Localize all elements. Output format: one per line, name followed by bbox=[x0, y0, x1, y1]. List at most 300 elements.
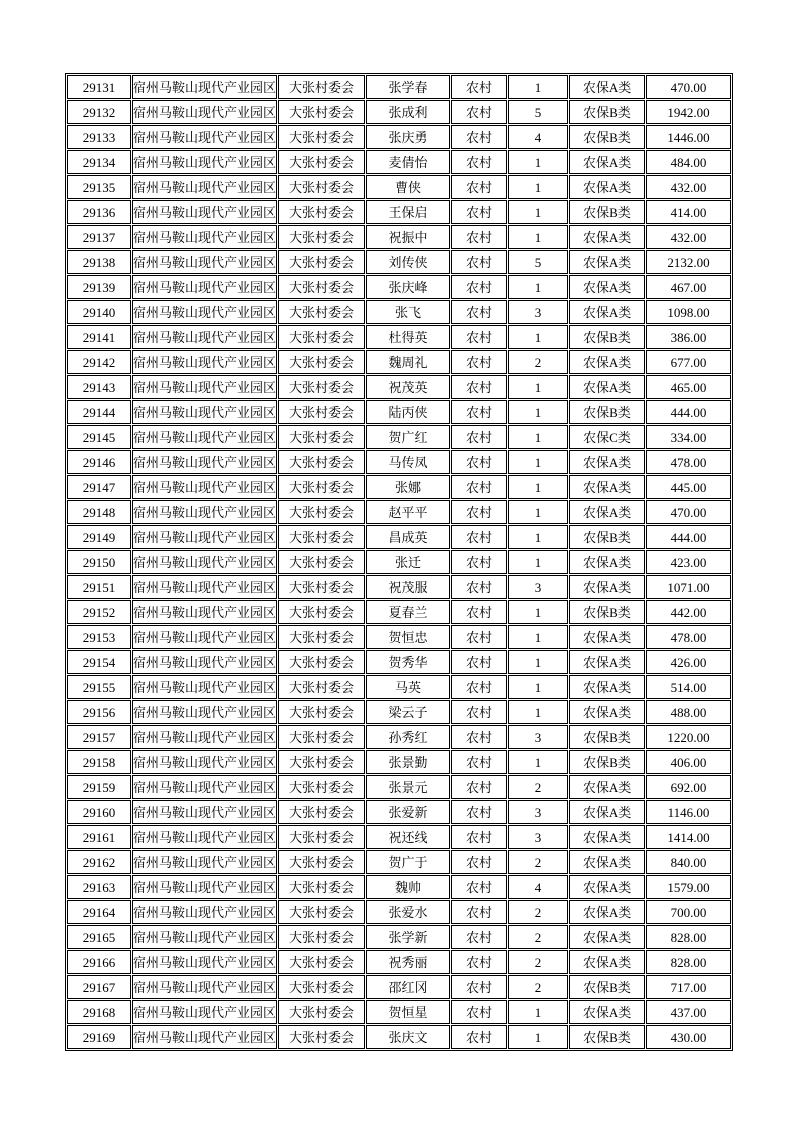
cell-org-name bbox=[132, 650, 277, 674]
cell-insurance-category: 农保B类 bbox=[569, 100, 645, 124]
org-name-text: 宿州马鞍山现代产业园区 bbox=[133, 504, 277, 520]
cell-record-id: 29140 bbox=[67, 300, 131, 324]
table-row bbox=[67, 675, 731, 699]
table-body bbox=[67, 75, 731, 1049]
cell-village-committee: 大张村委会 bbox=[278, 425, 365, 449]
cell-village-committee: 大张村委会 bbox=[278, 975, 365, 999]
cell-village-committee: 大张村委会 bbox=[278, 800, 365, 824]
cell-person-count: 2 bbox=[508, 900, 568, 924]
cell-record-id: 29159 bbox=[67, 775, 131, 799]
cell-amount: 470.00 bbox=[646, 500, 731, 524]
cell-org-name bbox=[132, 500, 277, 524]
cell-person-count: 2 bbox=[508, 350, 568, 374]
org-name-clip bbox=[133, 651, 276, 673]
cell-org-name bbox=[132, 150, 277, 174]
cell-org-name bbox=[132, 200, 277, 224]
cell-village-committee: 大张村委会 bbox=[278, 600, 365, 624]
cell-residence-type: 农村 bbox=[451, 225, 507, 249]
cell-record-id: 29144 bbox=[67, 400, 131, 424]
cell-village-committee: 大张村委会 bbox=[278, 775, 365, 799]
cell-record-id: 29155 bbox=[67, 675, 131, 699]
cell-village-committee: 大张村委会 bbox=[278, 150, 365, 174]
cell-person-count: 1 bbox=[508, 325, 568, 349]
cell-record-id: 29141 bbox=[67, 325, 131, 349]
cell-record-id: 29135 bbox=[67, 175, 131, 199]
org-name-clip bbox=[133, 551, 276, 573]
cell-residence-type: 农村 bbox=[451, 100, 507, 124]
cell-person-name: 马传凤 bbox=[366, 450, 450, 474]
cell-org-name bbox=[132, 125, 277, 149]
cell-residence-type: 农村 bbox=[451, 875, 507, 899]
cell-org-name bbox=[132, 175, 277, 199]
table-row bbox=[67, 800, 731, 824]
cell-person-name: 贺恒星 bbox=[366, 1000, 450, 1024]
cell-person-name: 杜得英 bbox=[366, 325, 450, 349]
cell-org-name bbox=[132, 475, 277, 499]
table-row bbox=[67, 875, 731, 899]
table-row bbox=[67, 150, 731, 174]
cell-org-name bbox=[132, 775, 277, 799]
cell-person-count: 1 bbox=[508, 500, 568, 524]
table-row bbox=[67, 950, 731, 974]
org-name-text: 宿州马鞍山现代产业园区 bbox=[133, 529, 277, 545]
cell-org-name bbox=[132, 850, 277, 874]
org-name-clip bbox=[133, 751, 276, 773]
cell-person-name: 王保启 bbox=[366, 200, 450, 224]
org-name-clip bbox=[133, 126, 276, 148]
cell-insurance-category: 农保A类 bbox=[569, 625, 645, 649]
table-row bbox=[67, 1025, 731, 1049]
org-name-text: 宿州马鞍山现代产业园区 bbox=[133, 154, 277, 170]
cell-amount: 465.00 bbox=[646, 375, 731, 399]
cell-person-count: 1 bbox=[508, 150, 568, 174]
cell-insurance-category: 农保A类 bbox=[569, 675, 645, 699]
table-row bbox=[67, 550, 731, 574]
org-name-text: 宿州马鞍山现代产业园区 bbox=[133, 854, 277, 870]
cell-record-id: 29146 bbox=[67, 450, 131, 474]
org-name-clip bbox=[133, 576, 276, 598]
table-row bbox=[67, 700, 731, 724]
cell-residence-type: 农村 bbox=[451, 850, 507, 874]
cell-amount: 430.00 bbox=[646, 1025, 731, 1049]
cell-village-committee: 大张村委会 bbox=[278, 550, 365, 574]
cell-insurance-category: 农保B类 bbox=[569, 325, 645, 349]
cell-org-name bbox=[132, 600, 277, 624]
cell-org-name bbox=[132, 1000, 277, 1024]
table-row bbox=[67, 325, 731, 349]
table-row bbox=[67, 975, 731, 999]
cell-org-name bbox=[132, 925, 277, 949]
org-name-clip bbox=[133, 701, 276, 723]
cell-amount: 1098.00 bbox=[646, 300, 731, 324]
org-name-clip bbox=[133, 451, 276, 473]
cell-residence-type: 农村 bbox=[451, 300, 507, 324]
cell-record-id: 29156 bbox=[67, 700, 131, 724]
cell-person-name: 祝秀丽 bbox=[366, 950, 450, 974]
cell-village-committee: 大张村委会 bbox=[278, 325, 365, 349]
cell-person-name: 张学春 bbox=[366, 75, 450, 99]
cell-record-id: 29143 bbox=[67, 375, 131, 399]
cell-village-committee: 大张村委会 bbox=[278, 1000, 365, 1024]
cell-record-id: 29154 bbox=[67, 650, 131, 674]
org-name-text: 宿州马鞍山现代产业园区 bbox=[133, 229, 277, 245]
org-name-text: 宿州马鞍山现代产业园区 bbox=[133, 204, 277, 220]
table-row bbox=[67, 725, 731, 749]
cell-residence-type: 农村 bbox=[451, 900, 507, 924]
cell-record-id: 29138 bbox=[67, 250, 131, 274]
cell-residence-type: 农村 bbox=[451, 125, 507, 149]
cell-amount: 1579.00 bbox=[646, 875, 731, 899]
cell-person-count: 1 bbox=[508, 750, 568, 774]
cell-org-name bbox=[132, 425, 277, 449]
cell-person-name: 贺秀华 bbox=[366, 650, 450, 674]
cell-residence-type: 农村 bbox=[451, 550, 507, 574]
cell-amount: 432.00 bbox=[646, 225, 731, 249]
cell-residence-type: 农村 bbox=[451, 1000, 507, 1024]
cell-person-name: 贺恒忠 bbox=[366, 625, 450, 649]
cell-amount: 414.00 bbox=[646, 200, 731, 224]
table-row bbox=[67, 825, 731, 849]
org-name-clip bbox=[133, 951, 276, 973]
cell-amount: 2132.00 bbox=[646, 250, 731, 274]
cell-residence-type: 农村 bbox=[451, 375, 507, 399]
cell-record-id: 29160 bbox=[67, 800, 131, 824]
cell-residence-type: 农村 bbox=[451, 350, 507, 374]
table-row bbox=[67, 650, 731, 674]
cell-record-id: 29161 bbox=[67, 825, 131, 849]
cell-residence-type: 农村 bbox=[451, 500, 507, 524]
cell-residence-type: 农村 bbox=[451, 175, 507, 199]
org-name-text: 宿州马鞍山现代产业园区 bbox=[133, 679, 277, 695]
cell-person-count: 1 bbox=[508, 75, 568, 99]
org-name-text: 宿州马鞍山现代产业园区 bbox=[133, 604, 277, 620]
org-name-clip bbox=[133, 901, 276, 923]
cell-residence-type: 农村 bbox=[451, 675, 507, 699]
table-row bbox=[67, 850, 731, 874]
table-row bbox=[67, 75, 731, 99]
cell-record-id: 29134 bbox=[67, 150, 131, 174]
cell-record-id: 29132 bbox=[67, 100, 131, 124]
cell-village-committee: 大张村委会 bbox=[278, 575, 365, 599]
cell-org-name bbox=[132, 75, 277, 99]
org-name-clip bbox=[133, 776, 276, 798]
org-name-text: 宿州马鞍山现代产业园区 bbox=[133, 79, 277, 95]
cell-record-id: 29142 bbox=[67, 350, 131, 374]
cell-person-count: 1 bbox=[508, 225, 568, 249]
cell-village-committee: 大张村委会 bbox=[278, 850, 365, 874]
cell-person-count: 5 bbox=[508, 100, 568, 124]
cell-amount: 717.00 bbox=[646, 975, 731, 999]
cell-amount: 478.00 bbox=[646, 625, 731, 649]
cell-residence-type: 农村 bbox=[451, 600, 507, 624]
cell-org-name bbox=[132, 875, 277, 899]
cell-person-count: 1 bbox=[508, 425, 568, 449]
table-row bbox=[67, 500, 731, 524]
table-row bbox=[67, 250, 731, 274]
cell-village-committee: 大张村委会 bbox=[278, 300, 365, 324]
org-name-clip bbox=[133, 926, 276, 948]
org-name-clip bbox=[133, 101, 276, 123]
org-name-text: 宿州马鞍山现代产业园区 bbox=[133, 404, 277, 420]
org-name-clip bbox=[133, 526, 276, 548]
cell-village-committee: 大张村委会 bbox=[278, 650, 365, 674]
cell-org-name bbox=[132, 325, 277, 349]
cell-person-name: 张庆勇 bbox=[366, 125, 450, 149]
cell-person-count: 3 bbox=[508, 800, 568, 824]
cell-person-name: 夏春兰 bbox=[366, 600, 450, 624]
cell-record-id: 29139 bbox=[67, 275, 131, 299]
cell-person-count: 3 bbox=[508, 825, 568, 849]
cell-org-name bbox=[132, 375, 277, 399]
cell-village-committee: 大张村委会 bbox=[278, 700, 365, 724]
cell-residence-type: 农村 bbox=[451, 825, 507, 849]
org-name-clip bbox=[133, 351, 276, 373]
cell-amount: 386.00 bbox=[646, 325, 731, 349]
cell-insurance-category: 农保B类 bbox=[569, 750, 645, 774]
cell-person-count: 2 bbox=[508, 775, 568, 799]
cell-org-name bbox=[132, 975, 277, 999]
org-name-clip bbox=[133, 601, 276, 623]
cell-amount: 514.00 bbox=[646, 675, 731, 699]
org-name-clip bbox=[133, 676, 276, 698]
cell-amount: 467.00 bbox=[646, 275, 731, 299]
cell-amount: 1446.00 bbox=[646, 125, 731, 149]
cell-amount: 444.00 bbox=[646, 525, 731, 549]
cell-village-committee: 大张村委会 bbox=[278, 100, 365, 124]
org-name-text: 宿州马鞍山现代产业园区 bbox=[133, 129, 277, 145]
cell-person-count: 1 bbox=[508, 650, 568, 674]
table-row bbox=[67, 275, 731, 299]
cell-org-name bbox=[132, 800, 277, 824]
cell-person-name: 赵平平 bbox=[366, 500, 450, 524]
cell-org-name bbox=[132, 700, 277, 724]
org-name-text: 宿州马鞍山现代产业园区 bbox=[133, 304, 277, 320]
cell-org-name bbox=[132, 400, 277, 424]
cell-amount: 677.00 bbox=[646, 350, 731, 374]
cell-org-name bbox=[132, 900, 277, 924]
org-name-clip bbox=[133, 426, 276, 448]
cell-amount: 445.00 bbox=[646, 475, 731, 499]
table-row bbox=[67, 200, 731, 224]
cell-amount: 437.00 bbox=[646, 1000, 731, 1024]
cell-village-committee: 大张村委会 bbox=[278, 925, 365, 949]
table-row bbox=[67, 525, 731, 549]
cell-person-count: 1 bbox=[508, 675, 568, 699]
org-name-text: 宿州马鞍山现代产业园区 bbox=[133, 479, 277, 495]
cell-person-name: 麦倩怡 bbox=[366, 150, 450, 174]
org-name-text: 宿州马鞍山现代产业园区 bbox=[133, 879, 277, 895]
cell-person-count: 3 bbox=[508, 725, 568, 749]
cell-insurance-category: 农保B类 bbox=[569, 125, 645, 149]
cell-village-committee: 大张村委会 bbox=[278, 1025, 365, 1049]
org-name-text: 宿州马鞍山现代产业园区 bbox=[133, 804, 277, 820]
org-name-text: 宿州马鞍山现代产业园区 bbox=[133, 654, 277, 670]
cell-village-committee: 大张村委会 bbox=[278, 400, 365, 424]
cell-person-name: 魏周礼 bbox=[366, 350, 450, 374]
cell-residence-type: 农村 bbox=[451, 75, 507, 99]
org-name-text: 宿州马鞍山现代产业园区 bbox=[133, 829, 277, 845]
org-name-text: 宿州马鞍山现代产业园区 bbox=[133, 779, 277, 795]
cell-residence-type: 农村 bbox=[451, 575, 507, 599]
cell-insurance-category: 农保A类 bbox=[569, 875, 645, 899]
table-row bbox=[67, 750, 731, 774]
cell-person-count: 1 bbox=[508, 600, 568, 624]
org-name-text: 宿州马鞍山现代产业园区 bbox=[133, 704, 277, 720]
cell-amount: 488.00 bbox=[646, 700, 731, 724]
cell-record-id: 29163 bbox=[67, 875, 131, 899]
org-name-text: 宿州马鞍山现代产业园区 bbox=[133, 979, 277, 995]
cell-amount: 432.00 bbox=[646, 175, 731, 199]
cell-person-count: 1 bbox=[508, 550, 568, 574]
cell-village-committee: 大张村委会 bbox=[278, 625, 365, 649]
document-table-container bbox=[65, 73, 733, 1051]
cell-person-name: 魏帅 bbox=[366, 875, 450, 899]
cell-record-id: 29157 bbox=[67, 725, 131, 749]
cell-person-name: 张学新 bbox=[366, 925, 450, 949]
cell-person-count: 1 bbox=[508, 475, 568, 499]
cell-insurance-category: 农保B类 bbox=[569, 975, 645, 999]
cell-amount: 484.00 bbox=[646, 150, 731, 174]
cell-amount: 828.00 bbox=[646, 925, 731, 949]
cell-insurance-category: 农保A类 bbox=[569, 300, 645, 324]
cell-insurance-category: 农保A类 bbox=[569, 275, 645, 299]
table-row bbox=[67, 300, 731, 324]
cell-village-committee: 大张村委会 bbox=[278, 75, 365, 99]
cell-amount: 442.00 bbox=[646, 600, 731, 624]
org-name-clip bbox=[133, 1026, 276, 1048]
cell-record-id: 29164 bbox=[67, 900, 131, 924]
cell-village-committee: 大张村委会 bbox=[278, 200, 365, 224]
cell-person-count: 3 bbox=[508, 300, 568, 324]
org-name-clip bbox=[133, 476, 276, 498]
cell-insurance-category: 农保A类 bbox=[569, 75, 645, 99]
cell-amount: 1414.00 bbox=[646, 825, 731, 849]
cell-amount: 334.00 bbox=[646, 425, 731, 449]
org-name-clip bbox=[133, 151, 276, 173]
cell-person-count: 1 bbox=[508, 375, 568, 399]
cell-village-committee: 大张村委会 bbox=[278, 525, 365, 549]
table-row bbox=[67, 175, 731, 199]
cell-org-name bbox=[132, 825, 277, 849]
cell-record-id: 29147 bbox=[67, 475, 131, 499]
cell-residence-type: 农村 bbox=[451, 325, 507, 349]
cell-person-name: 孙秀红 bbox=[366, 725, 450, 749]
cell-org-name bbox=[132, 950, 277, 974]
cell-insurance-category: 农保A类 bbox=[569, 375, 645, 399]
org-name-clip bbox=[133, 801, 276, 823]
cell-person-name: 曹侠 bbox=[366, 175, 450, 199]
cell-insurance-category: 农保A类 bbox=[569, 250, 645, 274]
org-name-text: 宿州马鞍山现代产业园区 bbox=[133, 754, 277, 770]
org-name-clip bbox=[133, 726, 276, 748]
cell-person-name: 梁云子 bbox=[366, 700, 450, 724]
cell-insurance-category: 农保A类 bbox=[569, 550, 645, 574]
cell-residence-type: 农村 bbox=[451, 400, 507, 424]
cell-amount: 692.00 bbox=[646, 775, 731, 799]
cell-record-id: 29149 bbox=[67, 525, 131, 549]
table-row bbox=[67, 900, 731, 924]
cell-record-id: 29169 bbox=[67, 1025, 131, 1049]
cell-org-name bbox=[132, 225, 277, 249]
cell-amount: 1220.00 bbox=[646, 725, 731, 749]
org-name-clip bbox=[133, 1001, 276, 1023]
cell-amount: 1146.00 bbox=[646, 800, 731, 824]
table-row bbox=[67, 575, 731, 599]
org-name-text: 宿州马鞍山现代产业园区 bbox=[133, 929, 277, 945]
cell-village-committee: 大张村委会 bbox=[278, 225, 365, 249]
cell-person-name: 张迁 bbox=[366, 550, 450, 574]
cell-person-count: 1 bbox=[508, 275, 568, 299]
cell-insurance-category: 农保B类 bbox=[569, 200, 645, 224]
table-row bbox=[67, 425, 731, 449]
cell-insurance-category: 农保B类 bbox=[569, 400, 645, 424]
cell-person-name: 祝茂服 bbox=[366, 575, 450, 599]
cell-insurance-category: 农保B类 bbox=[569, 725, 645, 749]
cell-insurance-category: 农保A类 bbox=[569, 775, 645, 799]
org-name-clip bbox=[133, 226, 276, 248]
cell-insurance-category: 农保A类 bbox=[569, 950, 645, 974]
cell-person-name: 张爱新 bbox=[366, 800, 450, 824]
cell-person-count: 2 bbox=[508, 925, 568, 949]
table-row bbox=[67, 1000, 731, 1024]
cell-record-id: 29136 bbox=[67, 200, 131, 224]
cell-record-id: 29148 bbox=[67, 500, 131, 524]
org-name-text: 宿州马鞍山现代产业园区 bbox=[133, 429, 277, 445]
cell-person-name: 张庆峰 bbox=[366, 275, 450, 299]
cell-village-committee: 大张村委会 bbox=[278, 450, 365, 474]
cell-residence-type: 农村 bbox=[451, 525, 507, 549]
cell-residence-type: 农村 bbox=[451, 700, 507, 724]
cell-person-count: 4 bbox=[508, 875, 568, 899]
cell-residence-type: 农村 bbox=[451, 450, 507, 474]
table-row bbox=[67, 225, 731, 249]
cell-record-id: 29151 bbox=[67, 575, 131, 599]
table-row bbox=[67, 100, 731, 124]
cell-person-name: 祝茂英 bbox=[366, 375, 450, 399]
cell-insurance-category: 农保A类 bbox=[569, 450, 645, 474]
org-name-clip bbox=[133, 626, 276, 648]
cell-residence-type: 农村 bbox=[451, 650, 507, 674]
cell-person-name: 贺广于 bbox=[366, 850, 450, 874]
cell-residence-type: 农村 bbox=[451, 750, 507, 774]
table-row bbox=[67, 925, 731, 949]
cell-org-name bbox=[132, 550, 277, 574]
cell-village-committee: 大张村委会 bbox=[278, 875, 365, 899]
cell-person-name: 昌成英 bbox=[366, 525, 450, 549]
cell-person-name: 贺广红 bbox=[366, 425, 450, 449]
org-name-text: 宿州马鞍山现代产业园区 bbox=[133, 904, 277, 920]
table-row bbox=[67, 625, 731, 649]
cell-village-committee: 大张村委会 bbox=[278, 250, 365, 274]
org-name-text: 宿州马鞍山现代产业园区 bbox=[133, 379, 277, 395]
cell-village-committee: 大张村委会 bbox=[278, 675, 365, 699]
cell-record-id: 29133 bbox=[67, 125, 131, 149]
cell-village-committee: 大张村委会 bbox=[278, 275, 365, 299]
cell-person-count: 1 bbox=[508, 200, 568, 224]
org-name-text: 宿州马鞍山现代产业园区 bbox=[133, 579, 277, 595]
cell-record-id: 29168 bbox=[67, 1000, 131, 1024]
org-name-text: 宿州马鞍山现代产业园区 bbox=[133, 254, 277, 270]
table-row bbox=[67, 350, 731, 374]
org-name-text: 宿州马鞍山现代产业园区 bbox=[133, 629, 277, 645]
cell-org-name bbox=[132, 750, 277, 774]
cell-insurance-category: 农保B类 bbox=[569, 525, 645, 549]
org-name-clip bbox=[133, 176, 276, 198]
table-row bbox=[67, 400, 731, 424]
cell-insurance-category: 农保A类 bbox=[569, 575, 645, 599]
cell-person-count: 1 bbox=[508, 700, 568, 724]
cell-amount: 406.00 bbox=[646, 750, 731, 774]
